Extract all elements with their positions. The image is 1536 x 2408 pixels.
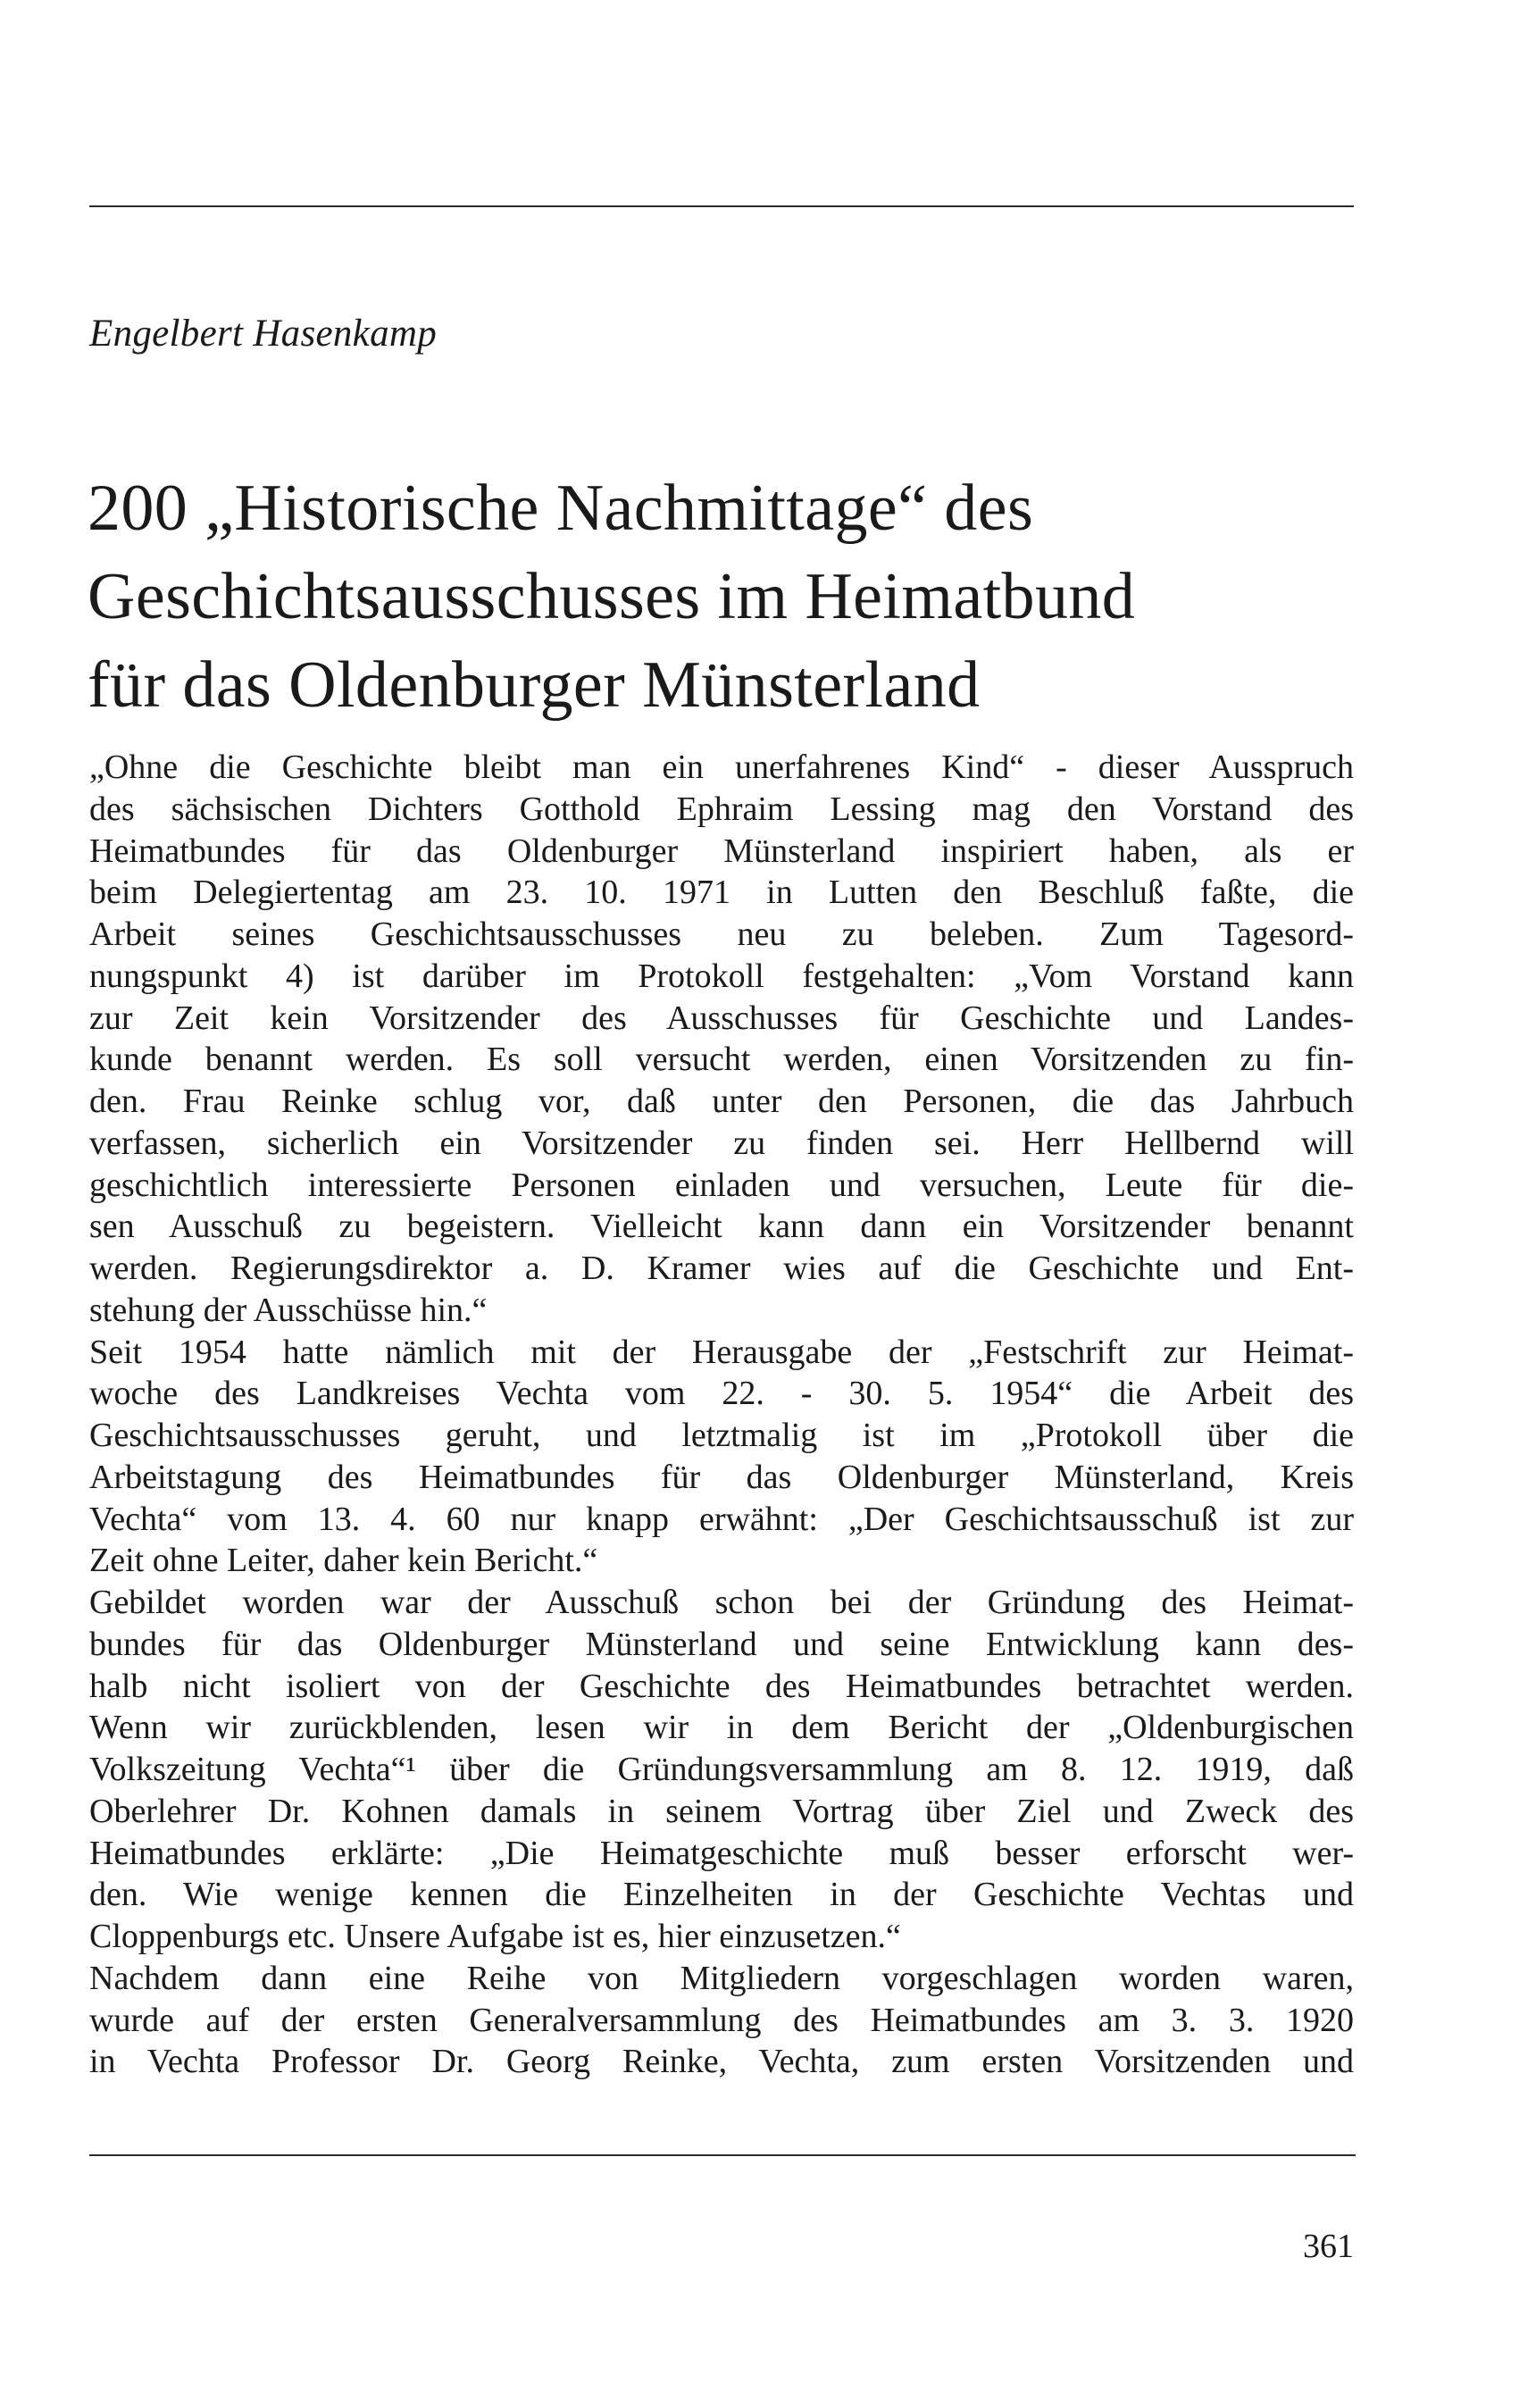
article-title xyxy=(88,464,1373,730)
title-line: 200 „Historische Nachmittage“ des xyxy=(88,472,1034,545)
top-rule xyxy=(89,205,1354,207)
body-line: Volkszeitung Vechta“¹ über die Gründungsversammlung am 8. 12. 1919, daß xyxy=(89,1751,1354,1788)
title-line: Geschichtsausschusses im Heimatbund xyxy=(88,560,1136,633)
body-line: sen Ausschuß zu begeistern. Vielleicht kann dann ein Vorsitzender benannt xyxy=(89,1208,1354,1246)
body-line: geschichtlich interessierte Personen einladen und versuchen, Leute für die- xyxy=(89,1166,1354,1204)
body-line: Heimatbundes erklärte: „Die Heimatgeschichte muß besser erforscht wer- xyxy=(89,1834,1354,1872)
body-line: nungspunkt 4) ist darüber im Protokoll festgehalten: „Vom Vorstand kann xyxy=(89,957,1354,995)
body-line: halb nicht isoliert von der Geschichte des Heimatbundes betrachtet werden. xyxy=(89,1667,1354,1705)
body-line: stehung der Ausschüsse hin.“ xyxy=(89,1291,488,1329)
body-line: bundes für das Oldenburger Münsterland und seine Entwicklung kann des- xyxy=(89,1625,1354,1663)
body-line: kunde benannt werden. Es soll versucht werden, einen Vorsitzenden zu fin- xyxy=(89,1041,1354,1079)
body-line: Oberlehrer Dr. Kohnen damals in seinem Vortrag über Ziel und Zweck des xyxy=(89,1792,1354,1830)
body-line: Wenn wir zurückblenden, lesen wir in dem Bericht der „Oldenburgischen xyxy=(89,1709,1354,1747)
page-number: 361 xyxy=(1303,2228,1354,2265)
body-line: Seit 1954 hatte nämlich mit der Herausgabe der „Festschrift zur Heimat- xyxy=(89,1333,1354,1371)
body-line: Arbeit seines Geschichtsausschusses neu zu beleben. Zum Tagesord- xyxy=(89,916,1354,953)
body-line: wurde auf der ersten Generalversammlung des Heimatbundes am 3. 3. 1920 xyxy=(89,2001,1354,2039)
body-line: Gebildet worden war der Ausschuß schon bei der Gründung des Heimat- xyxy=(89,1584,1354,1621)
article-body xyxy=(89,747,1354,2083)
body-line: verfassen, sicherlich ein Vorsitzender zu finden sei. Herr Hellbernd will xyxy=(89,1124,1354,1162)
body-line: Vechta“ vom 13. 4. 60 nur knapp erwähnt: „Der Geschichtsausschuß ist zur xyxy=(89,1500,1354,1538)
body-line: Heimatbundes für das Oldenburger Münsterland inspiriert haben, als er xyxy=(89,832,1354,870)
body-line: werden. Regierungsdirektor a. D. Kramer wies auf die Geschichte und Ent- xyxy=(89,1250,1354,1287)
body-line: Cloppenburgs etc. Unsere Aufgabe ist es, hier einzusetzen.“ xyxy=(89,1918,901,1955)
title-line: für das Oldenburger Münsterland xyxy=(88,648,981,722)
body-line: Nachdem dann eine Reihe von Mitgliedern vorgeschlagen worden waren, xyxy=(89,1959,1354,1997)
body-line: Arbeitstagung des Heimatbundes für das Oldenburger Münsterland, Kreis xyxy=(89,1458,1354,1496)
body-line: Geschichtsausschusses geruht, und letztmalig ist im „Protokoll über die xyxy=(89,1417,1354,1454)
bottom-rule xyxy=(89,2154,1356,2156)
body-line: beim Delegiertentag am 23. 10. 1971 in Lutten den Beschluß faßte, die xyxy=(89,874,1354,912)
body-line: Zeit ohne Leiter, daher kein Bericht.“ xyxy=(89,1542,598,1580)
body-line: des sächsischen Dichters Gotthold Ephraim Lessing mag den Vorstand des xyxy=(89,790,1354,828)
body-line: zur Zeit kein Vorsitzender des Ausschusses für Geschichte und Landes- xyxy=(89,999,1354,1037)
author-name: Engelbert Hasenkamp xyxy=(89,313,438,355)
body-line: „Ohne die Geschichte bleibt man ein unerfahrenes Kind“ - dieser Ausspruch xyxy=(89,748,1354,786)
body-line: den. Frau Reinke schlug vor, daß unter den Personen, die das Jahrbuch xyxy=(89,1083,1354,1120)
body-line: den. Wie wenige kennen die Einzelheiten in der Geschichte Vechtas und xyxy=(89,1876,1354,1914)
body-line: woche des Landkreises Vechta vom 22. - 30. 5. 1954“ die Arbeit des xyxy=(89,1375,1354,1413)
body-line: in Vechta Professor Dr. Georg Reinke, Vechta, zum ersten Vorsitzenden und xyxy=(89,2043,1354,2081)
